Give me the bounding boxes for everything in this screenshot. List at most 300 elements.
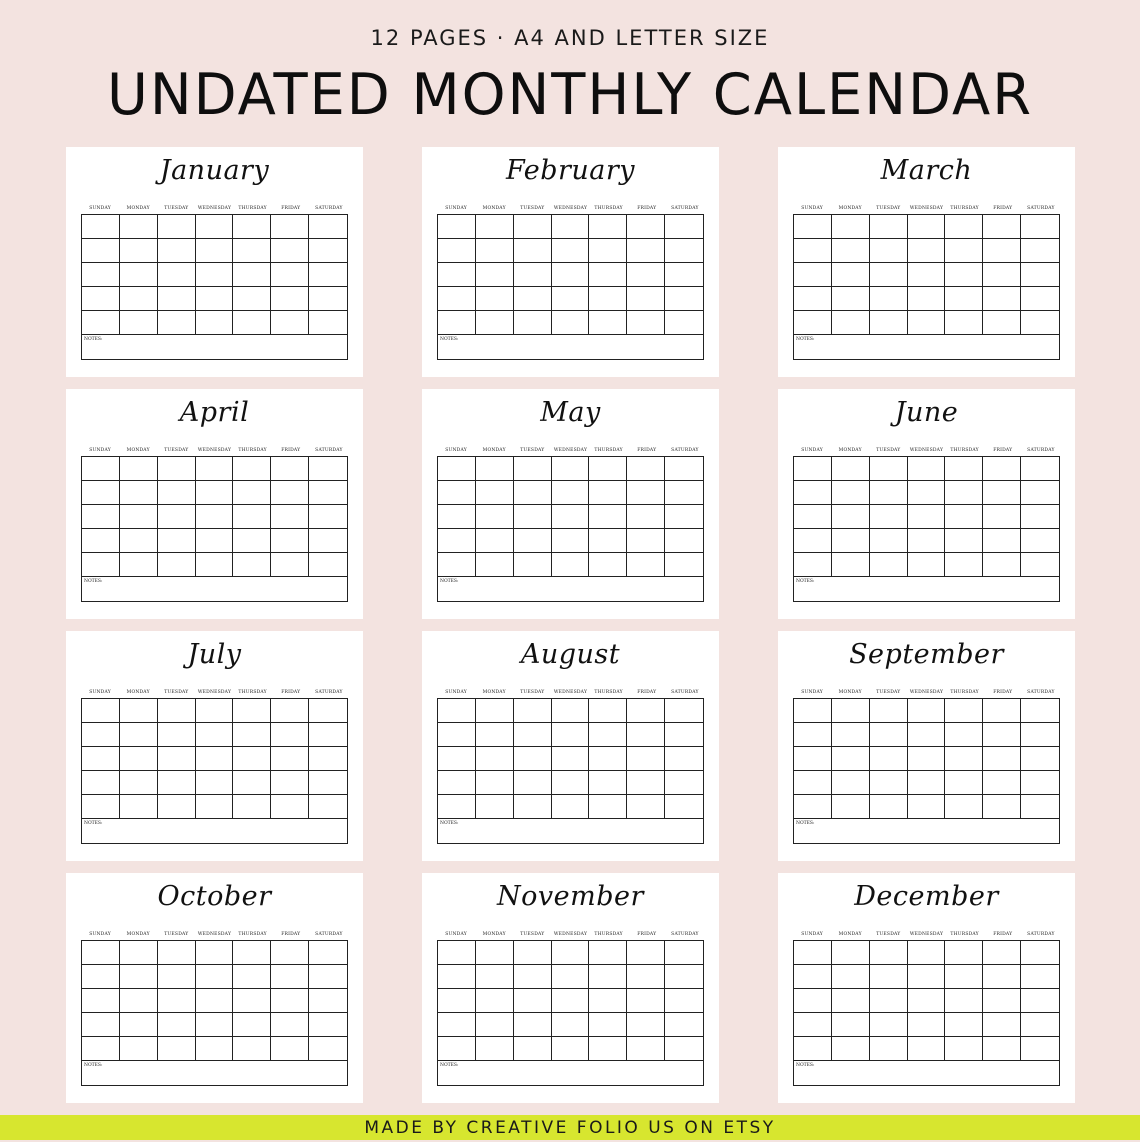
- day-cell: [908, 941, 946, 965]
- day-cell: [196, 965, 234, 989]
- weekday-label: TUESDAY: [876, 206, 901, 211]
- month-grid: [437, 698, 704, 844]
- day-cell: [665, 989, 703, 1013]
- day-cell: [514, 215, 552, 239]
- day-cell: [514, 263, 552, 287]
- day-cell: [309, 771, 347, 795]
- day-cell: [552, 941, 590, 965]
- day-cell: [158, 747, 196, 771]
- weekday-header-row: [81, 206, 348, 211]
- day-cell: [233, 1037, 271, 1061]
- notes-label: NOTES:: [84, 579, 103, 584]
- weekday-label: WEDNESDAY: [197, 690, 232, 695]
- day-cell: [589, 481, 627, 505]
- day-cell: [82, 457, 120, 481]
- day-cell: [627, 965, 665, 989]
- day-cell: [945, 771, 983, 795]
- calendar-page: [778, 873, 1075, 1103]
- weekday-label: TUESDAY: [164, 206, 189, 211]
- day-cell: [233, 287, 271, 311]
- day-cell: [832, 311, 870, 335]
- weekday-label: SATURDAY: [671, 690, 699, 695]
- day-cell: [82, 941, 120, 965]
- day-cell: [908, 239, 946, 263]
- calendar-page: [778, 147, 1075, 377]
- day-cell: [945, 505, 983, 529]
- day-cell: [908, 1013, 946, 1037]
- weekday-label: THURSDAY: [594, 206, 623, 211]
- calendar-page: [66, 873, 363, 1103]
- weekday-label: THURSDAY: [594, 690, 623, 695]
- day-cell: [870, 311, 908, 335]
- day-cell: [908, 723, 946, 747]
- weekday-label: SUNDAY: [89, 206, 111, 211]
- month-grid: [81, 698, 348, 844]
- weekday-label: TUESDAY: [164, 448, 189, 453]
- weekday-label: TUESDAY: [876, 690, 901, 695]
- day-cell: [476, 457, 514, 481]
- day-cell: [233, 699, 271, 723]
- day-cell: [82, 699, 120, 723]
- weekday-label: WEDNESDAY: [197, 448, 232, 453]
- day-cell: [665, 311, 703, 335]
- day-cell: [158, 965, 196, 989]
- weekday-header-row: [437, 448, 704, 453]
- day-cell: [233, 481, 271, 505]
- day-cell: [552, 529, 590, 553]
- day-cell: [832, 457, 870, 481]
- weekday-label: SUNDAY: [89, 448, 111, 453]
- weekday-label: FRIDAY: [637, 932, 657, 937]
- weekday-label: FRIDAY: [281, 690, 301, 695]
- day-cell: [438, 771, 476, 795]
- weekday-label: FRIDAY: [993, 448, 1013, 453]
- day-cell: [233, 311, 271, 335]
- day-cell: [1021, 553, 1059, 577]
- calendar-page: [66, 631, 363, 861]
- day-cell: [438, 989, 476, 1013]
- calendar-pages-grid: [66, 147, 1076, 1105]
- day-cell: [627, 1013, 665, 1037]
- day-cell: [627, 723, 665, 747]
- day-cell: [908, 795, 946, 819]
- calendar-page: [66, 147, 363, 377]
- day-cell: [870, 989, 908, 1013]
- day-cell: [514, 1037, 552, 1061]
- day-cell: [476, 505, 514, 529]
- day-cell: [870, 239, 908, 263]
- month-grid: [793, 214, 1060, 360]
- day-cell: [552, 771, 590, 795]
- month-grid: [793, 456, 1060, 602]
- day-cell: [1021, 529, 1059, 553]
- day-cell: [945, 553, 983, 577]
- day-cell: [832, 481, 870, 505]
- day-cell: [1021, 699, 1059, 723]
- day-cell: [196, 1037, 234, 1061]
- notes-label: NOTES:: [440, 337, 459, 342]
- day-cell: [120, 263, 158, 287]
- calendar-page: [778, 631, 1075, 861]
- day-cell: [82, 215, 120, 239]
- day-cell: [196, 941, 234, 965]
- day-cell: [945, 989, 983, 1013]
- day-cell: [794, 989, 832, 1013]
- day-cell: [908, 505, 946, 529]
- day-cell: [983, 941, 1021, 965]
- day-cell: [627, 1037, 665, 1061]
- day-cell: [945, 1013, 983, 1037]
- day-cell: [665, 505, 703, 529]
- day-cell: [438, 239, 476, 263]
- weekday-label: TUESDAY: [876, 448, 901, 453]
- month-title: December: [854, 881, 999, 912]
- notes-area: [794, 577, 1059, 601]
- day-cell: [271, 311, 309, 335]
- day-cell: [832, 263, 870, 287]
- day-cell: [82, 795, 120, 819]
- day-cell: [196, 215, 234, 239]
- day-cell: [552, 965, 590, 989]
- day-cell: [233, 941, 271, 965]
- day-cell: [476, 553, 514, 577]
- day-cell: [589, 795, 627, 819]
- day-cell: [832, 287, 870, 311]
- weekday-label: SATURDAY: [671, 932, 699, 937]
- day-cell: [665, 771, 703, 795]
- day-cell: [983, 505, 1021, 529]
- weekday-header-row: [81, 690, 348, 695]
- day-cell: [627, 505, 665, 529]
- day-cell: [1021, 505, 1059, 529]
- weekday-label: SATURDAY: [315, 932, 343, 937]
- day-cell: [120, 311, 158, 335]
- day-cell: [794, 553, 832, 577]
- weekday-label: FRIDAY: [637, 690, 657, 695]
- day-cell: [945, 965, 983, 989]
- day-cell: [945, 481, 983, 505]
- day-cell: [438, 1037, 476, 1061]
- calendar-page: [422, 389, 719, 619]
- day-cell: [665, 795, 703, 819]
- day-cell: [82, 481, 120, 505]
- day-cell: [908, 263, 946, 287]
- day-cell: [1021, 941, 1059, 965]
- day-cell: [870, 529, 908, 553]
- weekday-header-row: [437, 690, 704, 695]
- day-cell: [983, 529, 1021, 553]
- day-cell: [271, 723, 309, 747]
- day-cell: [552, 1037, 590, 1061]
- calendar-page: [422, 631, 719, 861]
- weekday-label: MONDAY: [838, 206, 862, 211]
- day-cell: [196, 263, 234, 287]
- day-cell: [665, 941, 703, 965]
- day-cell: [309, 723, 347, 747]
- day-cell: [983, 311, 1021, 335]
- day-cell: [945, 457, 983, 481]
- weekday-label: SUNDAY: [801, 690, 823, 695]
- day-cell: [271, 457, 309, 481]
- weekday-label: MONDAY: [482, 206, 506, 211]
- day-cell: [82, 1013, 120, 1037]
- day-cell: [1021, 747, 1059, 771]
- day-cell: [476, 311, 514, 335]
- day-cell: [908, 457, 946, 481]
- notes-area: [794, 1061, 1059, 1085]
- day-cell: [589, 1013, 627, 1037]
- day-cell: [309, 239, 347, 263]
- day-cell: [983, 553, 1021, 577]
- day-cell: [794, 263, 832, 287]
- month-title: July: [187, 639, 242, 670]
- weekday-label: SUNDAY: [801, 932, 823, 937]
- day-cell: [438, 481, 476, 505]
- day-cell: [983, 699, 1021, 723]
- day-cell: [271, 941, 309, 965]
- day-cell: [832, 699, 870, 723]
- weekday-label: SUNDAY: [89, 932, 111, 937]
- weekday-header-row: [437, 932, 704, 937]
- day-cell: [514, 723, 552, 747]
- day-cell: [794, 771, 832, 795]
- weekday-label: WEDNESDAY: [553, 448, 588, 453]
- day-cell: [665, 723, 703, 747]
- day-cell: [271, 529, 309, 553]
- notes-area: [438, 1061, 703, 1085]
- day-cell: [233, 965, 271, 989]
- day-cell: [514, 699, 552, 723]
- day-cell: [908, 481, 946, 505]
- weekday-label: THURSDAY: [238, 206, 267, 211]
- weekday-label: WEDNESDAY: [553, 206, 588, 211]
- day-cell: [832, 505, 870, 529]
- day-cell: [271, 215, 309, 239]
- day-cell: [870, 215, 908, 239]
- day-cell: [627, 795, 665, 819]
- day-cell: [82, 263, 120, 287]
- day-cell: [438, 311, 476, 335]
- weekday-label: MONDAY: [482, 690, 506, 695]
- weekday-label: FRIDAY: [281, 206, 301, 211]
- day-cell: [1021, 965, 1059, 989]
- weekday-header-row: [793, 206, 1060, 211]
- day-cell: [552, 1013, 590, 1037]
- day-cell: [983, 215, 1021, 239]
- day-cell: [309, 699, 347, 723]
- weekday-label: WEDNESDAY: [909, 932, 944, 937]
- day-cell: [589, 699, 627, 723]
- day-cell: [665, 553, 703, 577]
- weekday-label: MONDAY: [838, 690, 862, 695]
- month-grid: [81, 214, 348, 360]
- day-cell: [1021, 723, 1059, 747]
- day-cell: [476, 771, 514, 795]
- day-cell: [794, 1013, 832, 1037]
- day-cell: [120, 795, 158, 819]
- day-cell: [627, 287, 665, 311]
- day-cell: [1021, 263, 1059, 287]
- weekday-label: THURSDAY: [594, 932, 623, 937]
- calendar-page: [778, 389, 1075, 619]
- day-cell: [945, 311, 983, 335]
- notes-label: NOTES:: [84, 1063, 103, 1068]
- day-cell: [120, 505, 158, 529]
- weekday-label: TUESDAY: [164, 932, 189, 937]
- day-cell: [271, 505, 309, 529]
- day-cell: [589, 723, 627, 747]
- weekday-label: TUESDAY: [520, 206, 545, 211]
- day-cell: [120, 699, 158, 723]
- day-cell: [158, 989, 196, 1013]
- day-cell: [438, 553, 476, 577]
- day-cell: [945, 699, 983, 723]
- day-cell: [983, 795, 1021, 819]
- month-title: March: [880, 155, 973, 186]
- day-cell: [589, 941, 627, 965]
- weekday-label: THURSDAY: [950, 206, 979, 211]
- day-cell: [552, 553, 590, 577]
- day-cell: [476, 965, 514, 989]
- weekday-label: SATURDAY: [1027, 690, 1055, 695]
- month-title: November: [497, 881, 644, 912]
- day-cell: [271, 795, 309, 819]
- day-cell: [196, 287, 234, 311]
- day-cell: [438, 529, 476, 553]
- month-title: September: [849, 639, 1004, 670]
- day-cell: [945, 529, 983, 553]
- day-cell: [82, 287, 120, 311]
- day-cell: [908, 989, 946, 1013]
- day-cell: [438, 263, 476, 287]
- day-cell: [794, 941, 832, 965]
- day-cell: [794, 287, 832, 311]
- day-cell: [552, 457, 590, 481]
- month-grid: [437, 214, 704, 360]
- day-cell: [476, 215, 514, 239]
- day-cell: [438, 215, 476, 239]
- day-cell: [233, 529, 271, 553]
- day-cell: [794, 311, 832, 335]
- day-cell: [627, 989, 665, 1013]
- day-cell: [196, 699, 234, 723]
- day-cell: [1021, 311, 1059, 335]
- day-cell: [552, 215, 590, 239]
- day-cell: [514, 239, 552, 263]
- day-cell: [832, 553, 870, 577]
- day-cell: [271, 771, 309, 795]
- day-cell: [514, 989, 552, 1013]
- weekday-label: WEDNESDAY: [909, 448, 944, 453]
- day-cell: [552, 747, 590, 771]
- notes-label: NOTES:: [796, 337, 815, 342]
- weekday-label: WEDNESDAY: [909, 690, 944, 695]
- day-cell: [271, 263, 309, 287]
- day-cell: [627, 941, 665, 965]
- day-cell: [627, 529, 665, 553]
- day-cell: [514, 553, 552, 577]
- weekday-label: THURSDAY: [238, 932, 267, 937]
- day-cell: [983, 263, 1021, 287]
- day-cell: [120, 1037, 158, 1061]
- weekday-label: FRIDAY: [993, 690, 1013, 695]
- weekday-label: SATURDAY: [1027, 932, 1055, 937]
- day-cell: [514, 941, 552, 965]
- day-cell: [870, 287, 908, 311]
- weekday-label: MONDAY: [482, 448, 506, 453]
- day-cell: [832, 529, 870, 553]
- day-cell: [271, 747, 309, 771]
- day-cell: [832, 1037, 870, 1061]
- day-cell: [870, 699, 908, 723]
- day-cell: [945, 287, 983, 311]
- day-cell: [196, 747, 234, 771]
- day-cell: [196, 723, 234, 747]
- day-cell: [309, 287, 347, 311]
- day-cell: [1021, 287, 1059, 311]
- weekday-label: SUNDAY: [445, 206, 467, 211]
- weekday-label: FRIDAY: [993, 206, 1013, 211]
- weekday-label: SATURDAY: [315, 206, 343, 211]
- month-grid: [81, 940, 348, 1086]
- day-cell: [665, 699, 703, 723]
- day-cell: [271, 1037, 309, 1061]
- day-cell: [514, 965, 552, 989]
- day-cell: [627, 239, 665, 263]
- day-cell: [908, 699, 946, 723]
- weekday-label: THURSDAY: [238, 448, 267, 453]
- day-cell: [271, 287, 309, 311]
- day-cell: [309, 215, 347, 239]
- day-cell: [870, 1037, 908, 1061]
- day-cell: [832, 747, 870, 771]
- day-cell: [665, 1013, 703, 1037]
- notes-area: [82, 577, 347, 601]
- day-cell: [627, 457, 665, 481]
- day-cell: [870, 941, 908, 965]
- day-cell: [794, 1037, 832, 1061]
- day-cell: [589, 215, 627, 239]
- day-cell: [120, 287, 158, 311]
- month-grid: [437, 456, 704, 602]
- weekday-label: MONDAY: [838, 932, 862, 937]
- day-cell: [794, 215, 832, 239]
- day-cell: [158, 1013, 196, 1037]
- day-cell: [196, 771, 234, 795]
- weekday-label: THURSDAY: [950, 932, 979, 937]
- day-cell: [627, 747, 665, 771]
- weekday-label: THURSDAY: [594, 448, 623, 453]
- day-cell: [120, 1013, 158, 1037]
- day-cell: [514, 505, 552, 529]
- day-cell: [82, 239, 120, 263]
- weekday-label: MONDAY: [838, 448, 862, 453]
- notes-area: [438, 577, 703, 601]
- day-cell: [589, 529, 627, 553]
- day-cell: [589, 1037, 627, 1061]
- day-cell: [1021, 457, 1059, 481]
- weekday-label: FRIDAY: [281, 932, 301, 937]
- weekday-header-row: [793, 690, 1060, 695]
- day-cell: [514, 795, 552, 819]
- day-cell: [233, 263, 271, 287]
- month-title: April: [179, 397, 250, 428]
- day-cell: [476, 989, 514, 1013]
- day-cell: [476, 481, 514, 505]
- day-cell: [665, 263, 703, 287]
- day-cell: [1021, 771, 1059, 795]
- day-cell: [158, 529, 196, 553]
